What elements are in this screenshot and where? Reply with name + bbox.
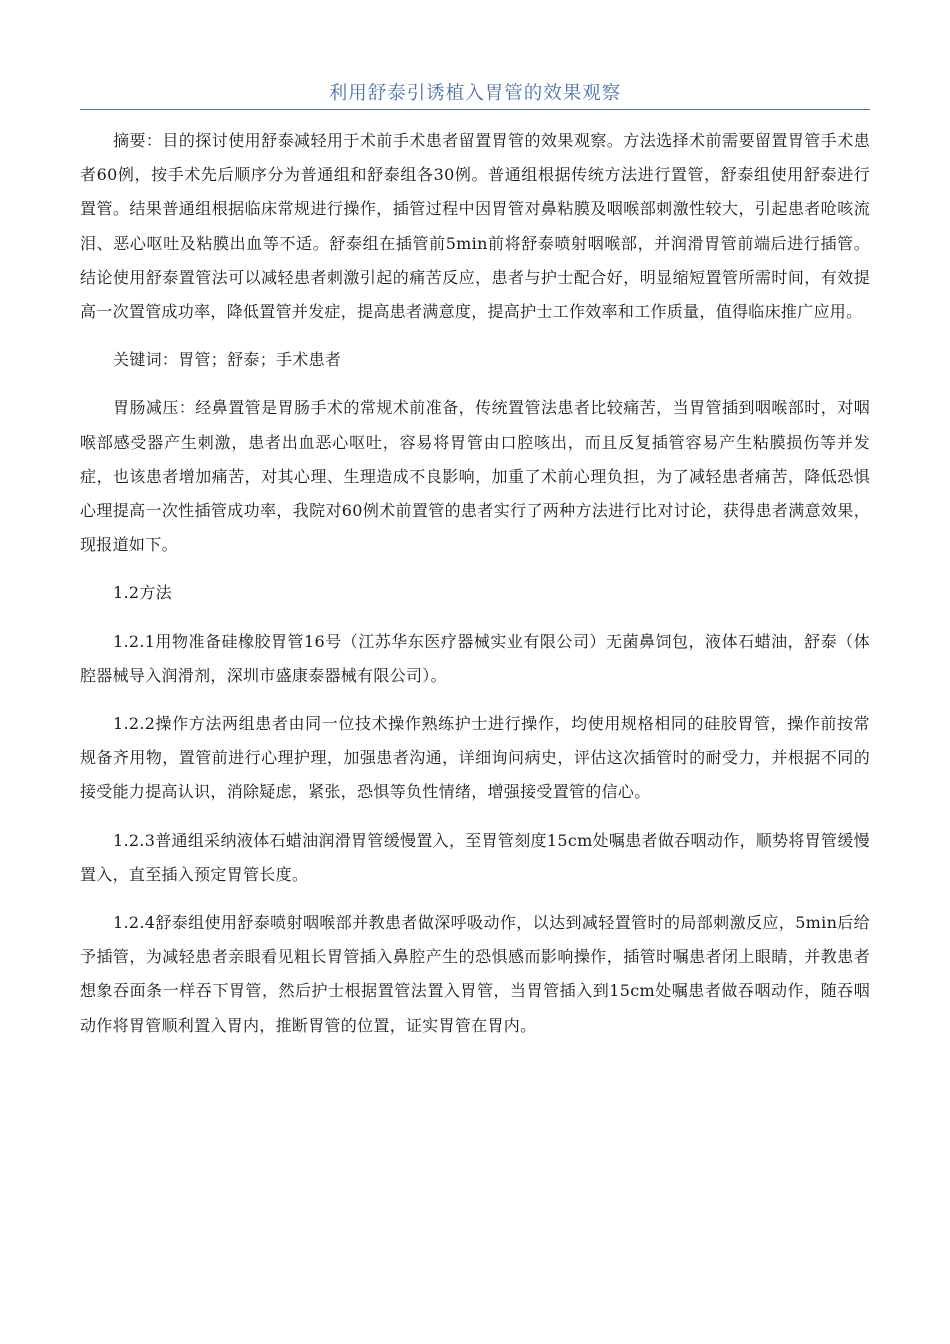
- section-1-2-3-paragraph: 1.2.3普通组采纳液体石蜡油润滑胃管缓慢置入，至胃管刻度15cm处嘱患者做吞咽动作，顺势将胃管缓慢置入，直至插入预定胃管长度。: [80, 830, 870, 884]
- abstract-paragraph: 摘要：目的探讨使用舒泰减轻用于术前手术患者留置胃管的效果观察。方法选择术前需要留置胃管手术患者60例，按手术先后顺序分为普通组和舒泰组各30例。普通组根据传统方法进行置管，舒泰组使用舒泰进行置管。结果普通组根据临床常规进行操作，插管过程中因胃管对鼻粘膜及咽喉部刺激性较大，引起患者呛咳流泪、恶心呕吐及粘膜出血等不适。舒泰组在插管前5min前将舒泰喷射咽喉部，并润滑胃管前端后进行插管。结论使用舒泰置管法可以减轻患者刺激引起的痛苦反应，患者与护士配合好，明显缩短置管所需时间，有效提高一次置管成功率，降低置管并发症，提高患者满意度，提高护士工作效率和工作质量，值得临床推广应用。: [80, 131, 870, 322]
- introduction-paragraph: 胃肠减压：经鼻置管是胃肠手术的常规术前准备，传统置管法患者比较痛苦，当胃管插到咽喉部时，对咽喉部感受器产生刺激，患者出血恶心呕吐，容易将胃管由口腔咳出，而且反复插管容易产生粘膜损伤等并发症，也该患者增加痛苦，对其心理、生理造成不良影响，加重了术前心理负担，为了减轻患者痛苦，降低恐惧心理提高一次性插管成功率，我院对60例术前置管的患者实行了两种方法进行比对讨论，获得患者满意效果，现报道如下。: [80, 398, 870, 555]
- section-heading-methods: 1.2方法: [113, 583, 172, 603]
- keywords-paragraph: 关键词：胃管；舒泰；手术患者: [113, 350, 342, 370]
- section-1-2-4-paragraph: 1.2.4舒泰组使用舒泰喷射咽喉部并教患者做深呼吸动作，以达到减轻置管时的局部刺激反应，5min后给予插管，为减轻患者亲眼看见粗长胃管插入鼻腔产生的恐惧感而影响操作，插管时嘱患者闭上眼睛，并教患者想象吞面条一样吞下胃管，然后护士根据置管法置入胃管，当胃管插入到15cm处嘱患者做吞咽动作，随吞咽动作将胃管顺利置入胃内，推断胃管的位置，证实胃管在胃内。: [80, 913, 870, 1035]
- section-1-2-1-paragraph: 1.2.1用物准备硅橡胶胃管16号（江苏华东医疗器械实业有限公司）无菌鼻饲包，液体石蜡油，舒泰（体腔器械导入润滑剂，深圳市盛康泰器械有限公司）。: [80, 631, 870, 685]
- title-divider: [80, 109, 870, 110]
- section-1-2-2-paragraph: 1.2.2操作方法两组患者由同一位技术操作熟练护士进行操作，均使用规格相同的硅胶胃管，操作前按常规备齐用物，置管前进行心理护理，加强患者沟通，详细询问病史，评估这次插管时的耐受力，并根据不同的接受能力提高认识，消除疑虑，紧张，恐惧等负性情绪，增强接受置管的信心。: [80, 714, 870, 802]
- document-title: 利用舒泰引诱植入胃管的效果观察: [328, 83, 622, 104]
- document-body: [80, 124, 870, 1057]
